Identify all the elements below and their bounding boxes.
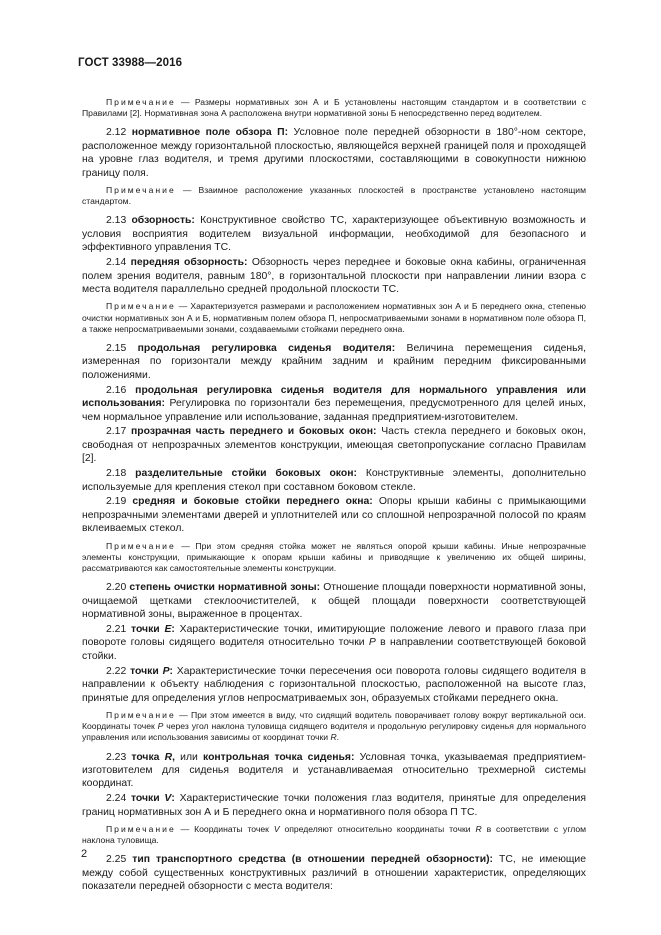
note-2: Примечание — Взаимное расположение указанных плоскостей в пространстве установлено настоящим стандартом. — [82, 185, 586, 207]
clause-term: обзорность: — [131, 215, 195, 227]
clause-term: нормативное поле обзора П: — [131, 127, 289, 139]
clause-text: Характеристические точки пересечения оси поворота головы сидящего водителя в направлении к объекту наблюдения с горизонтальной плоскостью, расположенной на высоте глаз, принятые для определения углов непросматриваемых зон, образуемых стойками переднего окна. — [82, 665, 587, 704]
note-6: Примечание — Координаты точек V определяют относительно координаты точки R в соответствии с углом наклона туловища. — [82, 824, 587, 846]
clause-term: продольная регулировка сиденья водителя: — [137, 342, 396, 354]
clause-2-19: 2.19 средняя и боковые стойки переднего окна: Опоры крыши кабины с примыкающими непрозрачными элементами дверей и уплотнителей или со сплошной непрозрачной полосой по краям вклеиваемых стекол. — [82, 496, 587, 535]
clause-term: прозрачная часть переднего и боковых окон: — [131, 426, 377, 438]
clause-term: тип транспортного средства (в отношении передней обзорности): — [132, 854, 494, 866]
clause-2-16: 2.16 продольная регулировка сиденья водителя для нормального управления или использования: Регулировка по горизонтали без перемещения, предусмотренного для целей иных, чем нормальное управление или использование, заданная предприятием-изготовителем. — [82, 384, 587, 423]
clause-text: Условное поле передней обзорности в 180°-ном секторе, расположенное между горизонтальной плоскостью, являющейся верхней границей поля и проходящей на уровне глаз водителя, и тремя другими плоскостями, составляющими в совокупности нижнюю границу поля. — [82, 127, 586, 179]
note-4: Примечание — При этом средняя стойка может не являться опорой крыши кабины. Иные непрозрачные элементы конструкции, примыкающие к опорам крыши кабины и приводящие к увеличению их общей ширины, рассматриваются как самостоятельные элементы конструкции. — [82, 540, 586, 574]
clause-2-23: 2.23 точка R, или контрольная точка сиденья: Условная точка, указываемая предприятием-изготовителем для сиденья водителя и устанавливаемая относительно трехмерной системы координат. — [82, 751, 586, 790]
clause-term: степень очистки нормативной зоны: — [129, 582, 321, 594]
clause-term-2: контрольная точка сиденья: — [203, 751, 355, 763]
clause-term: передняя обзорность: — [130, 257, 248, 269]
note-text: Взаимное расположение указанных плоскостей в пространстве установлено настоящим стандартом. — [82, 185, 586, 207]
clause-2-17: 2.17 прозрачная часть переднего и боковых окон: Часть стекла переднего и боковых окон, свободная от непрозрачных элементов конструкции, имеющая светопропускание согласно Правилам [2]. — [82, 426, 586, 465]
note-5: Примечание — При этом имеется в виду, что сидящий водитель поворачивает голову вокруг вертикальной оси. Координаты точек Р через угол наклона туловища сидящего водителя и продольную регулировку сиденья для нормального управления или использования зависимы от координат точки R. — [82, 709, 587, 743]
clause-text: Величина перемещения сиденья, измеренная по горизонтали между крайним задним и крайним передним фиксированными положениями. — [82, 342, 587, 381]
clause-2-13: 2.13 обзорность: Конструктивное свойство ТС, характеризующее объективную возможность и условия восприятия водителем визуальной информации, необходимой для безопасного и эффективного управления ТС. — [82, 215, 586, 254]
clause-2-18: 2.18 разделительные стойки боковых окон: Конструктивные элементы, дополнительно используемые для крепления стекол при составном боковом стекле. — [82, 468, 587, 493]
note-3: Примечание — Характеризуется размерами и расположением нормативных зон А и Б переднего окна, степенью очистки нормативных зон А и Б, нормативным полем обзора П, непросматриваемыми зонами в нормативном поле обзора П, а также непросматриваемыми зонами, создаваемыми стойками переднего окна. — [82, 301, 586, 334]
clause-text: Регулировка по горизонтали без перемещения, предусмотренного для целей иных, чем нормальное управление или использование, заданная предприятием-изготовителем. — [82, 398, 586, 423]
clause-term: точки V: — [130, 793, 175, 805]
clause-number: 2.12 — [106, 127, 127, 139]
clause-text: Часть стекла переднего и боковых окон, свободная от непрозрачных элементов конструкции, имеющая светопропускание согласно Правилам [2]. — [82, 426, 586, 465]
clause-2-14: 2.14 передняя обзорность: Обзорность через переднее и боковые окна кабины, ограниченная полем зрения водителя, равным 180°, в горизонтальной плоскости при направлении линии взора с места водителя параллельно средней продольной плоскости ТС. — [82, 257, 587, 295]
clause-term: средняя и боковые стойки переднего окна: — [132, 496, 373, 508]
clause-2-25: 2.25 тип транспортного средства (в отношении передней обзорности): ТС, не имеющие между собой существенных конструктивных различий в отношении характеристик, определяющих показатели передней обзорности с места водителя: — [82, 854, 586, 893]
clause-text: Обзорность через переднее и боковые окна кабины, ограниченная полем зрения водителя, равным 180°, в горизонтальной плоскости при направлении линии взора с места водителя параллельно средней продольной плоскости ТС. — [82, 257, 587, 295]
note-text: Характеризуется размерами и расположением нормативных зон А и Б переднего окна, степенью очистки нормативных зон А и Б, нормативным полем обзора П, непросматриваемыми зонами в нормативном поле обзора П, а также непросматриваемыми зонами, создаваемыми стойками переднего окна. — [82, 301, 586, 334]
note-1: Примечание — Размеры нормативных зон А и Б установлены настоящим стандартом и в соответствии с Правилами [2]. Нормативная зона А расположена внутри нормативной зоны Б непосредственно перед водителем. — [82, 97, 586, 119]
clause-2-24: 2.24 точки V: Характеристические точки положения глаз водителя, принятые для определения границ нормативных зон А и Б переднего окна и нормативного поля обзора П ТС. — [82, 793, 586, 818]
clause-text: Конструктивное свойство ТС, характеризующее объективную возможность и условия восприятия водителем визуальной информации, необходимой для безопасного и эффективного управления ТС. — [82, 215, 586, 254]
clause-text: Характеристические точки положения глаз водителя, принятые для определения границ нормативных зон А и Б переднего окна и нормативного поля обзора П ТС. — [82, 793, 586, 818]
document-header: ГОСТ 33988—2016 — [78, 57, 183, 69]
clause-text: Отношение площади поверхности нормативной зоны, очищаемой щетками стеклоочистителей, к общей площади поверхности соответствующей нормативной зоны, выраженное в процентах. — [82, 582, 587, 621]
page-number: 2 — [81, 848, 88, 860]
clause-2-21: 2.21 точки Е: Характеристические точки, имитирующие положение левого и правого глаза при повороте головы сидящего водителя относительно точки Р в направлении соответствующей боковой стойки. — [82, 624, 587, 662]
clause-2-20: 2.20 степень очистки нормативной зоны: Отношение площади поверхности нормативной зоны, очищаемой щетками стеклоочистителей, к общей площади поверхности соответствующей нормативной зоны, выраженное в процентах. — [82, 582, 587, 621]
clause-2-15: 2.15 продольная регулировка сиденья водителя: Величина перемещения сиденья, измеренная по горизонтали между крайним задним и крайним передним фиксированными положениями. — [82, 342, 587, 381]
clause-2-22: 2.22 точки Р: Характеристические точки пересечения оси поворота головы сидящего водителя в направлении к объекту наблюдения с горизонтальной плоскостью, расположенной на высоте глаз, принятые для определения углов непросматриваемых зон, образуемых стойками переднего окна. — [82, 665, 587, 704]
clause-term: точки Е: — [131, 624, 175, 635]
clause-text: Конструктивные элементы, дополнительно используемые для крепления стекол при составном боковом стекле. — [82, 468, 587, 493]
clause-text: Опоры крыши кабины с примыкающими непрозрачными элементами дверей и уплотнителей или со сплошной непрозрачной полосой по краям вклеиваемых стекол. — [82, 496, 587, 535]
document-body — [82, 92, 586, 895]
note-text: При этом средняя стойка может не являться опорой крыши кабины. Иные непрозрачные элементы конструкции, примыкающие к опорам крыши кабины и приводящие к увеличению их общей ширины, рассматриваются как самостоятельные элементы конструкции. — [82, 540, 586, 574]
clause-2-12 — [82, 126, 586, 180]
note-label: Примечание — [106, 97, 176, 107]
note-text: Размеры нормативных зон А и Б установлены настоящим стандартом и в соответствии с Правилами [2]. Нормативная зона А расположена внутри нормативной зоны Б непосредственно перед водителем. — [82, 97, 586, 119]
clause-term: продольная регулировка сиденья водителя для нормального управления или использования: — [82, 384, 587, 410]
clause-term: точки Р: — [130, 665, 173, 677]
clause-text: ТС, не имеющие между собой существенных конструктивных различий в отношении характеристик, определяющих показатели передней обзорности с места водителя: — [82, 854, 586, 893]
clause-text: Характеристические точки, имитирующие положение левого и правого глаза при повороте головы сидящего водителя относительно точки — [82, 624, 586, 649]
clause-term: разделительные стойки боковых окон: — [135, 468, 357, 480]
clause-text: Условная точка, указываемая предприятием-изготовителем для сиденья водителя и устанавливаемая относительно трехмерной системы координат. — [82, 751, 586, 790]
clause-term: точка R, — [131, 751, 176, 763]
